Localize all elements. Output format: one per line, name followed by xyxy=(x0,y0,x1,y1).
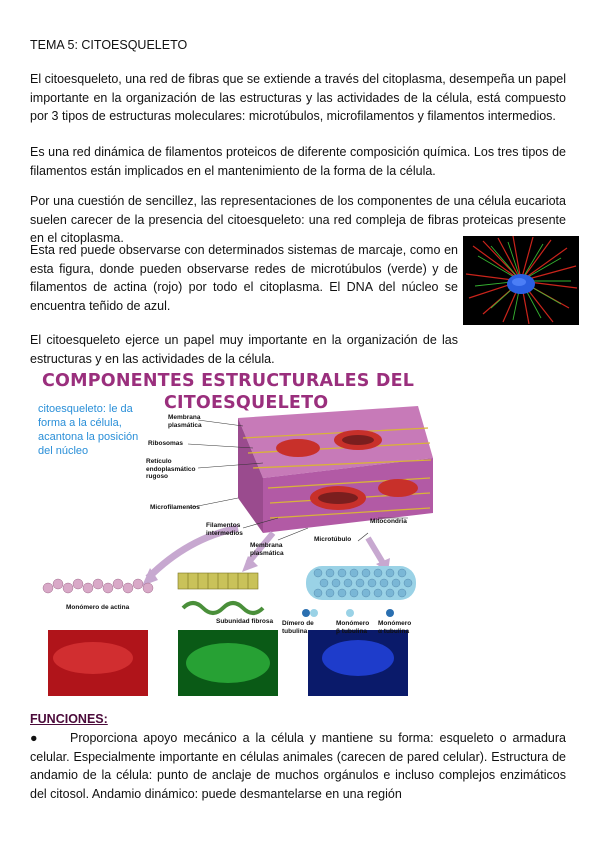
label-microtubulo: Microtúbulo xyxy=(314,536,352,543)
label-monomero-alfa: Monómero α tubulina xyxy=(378,620,412,635)
cytoskeleton-diagram xyxy=(38,368,448,698)
label-dimero-tubulina: Dímero de tubulina xyxy=(282,620,314,635)
diagram-title-line2: CITOESQUELETO xyxy=(164,393,329,413)
fluorescence-cell-image xyxy=(463,236,579,325)
paragraph-representations: Por una cuestión de sencillez, las representaciones de los componentes de una célula eucariota suelen carecer de la presencia del citoesqueleto: una red compleja de fibras proteicas presente en el citoplasma. xyxy=(30,194,566,245)
label-reticulo: Retículo endoplasmático rugoso xyxy=(146,458,196,480)
label-membrana-plasmatica-2: Membrana plasmática xyxy=(250,542,284,557)
paragraph-intro: El citoesqueleto, una red de fibras que se extiende a través del citoplasma, desempeña un papel importante en la organización de las estructuras y las actividades de la célula, está compuesto por 3 tipos de estructuras moleculares: microtúbulos, microfilamentos y filamentos intermedios. xyxy=(30,72,566,123)
label-ribosomas: Ribosomas xyxy=(148,440,184,447)
diagram-title-line1: COMPONENTES ESTRUCTURALES DEL xyxy=(42,371,415,391)
diagram-note: citoesqueleto: le da forma a la célula, acantona la posición del núcleo xyxy=(38,403,139,457)
label-monomero-beta: Monómero β tubulina xyxy=(336,620,370,635)
functions-text: Proporciona apoyo mecánico a la célula y mantiene su forma: esqueleto o armadura celular. Especialmente importante en células animales (carecen de pared celular). Estructura de andamio de la célula: punto de anclaje de muchos orgánulos e incluso complejos enzimáticos del citosol. Andamio dinámico: puede desmantelarse en una región xyxy=(30,731,566,801)
label-monomero-actina: Monómero de actina xyxy=(66,604,130,611)
label-filamentos-intermedios: Filamentos intermedios xyxy=(206,522,243,537)
label-membrana-plasmatica: Membrana plasmática xyxy=(168,414,202,429)
label-subunidad-fibrosa: Subunidad fibrosa xyxy=(216,618,274,625)
functions-heading: FUNCIONES: xyxy=(30,712,108,726)
functions-bullet-item xyxy=(30,729,566,803)
label-microfilamentos: Microfilamentos xyxy=(150,504,200,511)
label-mitocondria: Mitocondria xyxy=(370,518,407,525)
paragraph-dynamic-network: Es una red dinámica de filamentos proteicos de diferente composición química. Los tres tipos de filamentos están implicados en el mantenimiento de la forma de la célula. xyxy=(30,145,566,178)
bullet-icon: ● xyxy=(30,731,38,745)
page-title: TEMA 5: CITOESQUELETO xyxy=(30,38,188,52)
paragraph-role: El citoesqueleto ejerce un papel muy importante en la organización de las estructuras y en las actividades de la célula. xyxy=(30,333,458,366)
paragraph-staining: Esta red puede observarse con determinados sistemas de marcaje, como en esta figura, donde pueden observarse redes de microtúbulos (verde) y de filamentos de actina (rojo) por todo el citoplasma. El DNA del núcleo se encuentra teñido de azul. xyxy=(30,243,458,313)
